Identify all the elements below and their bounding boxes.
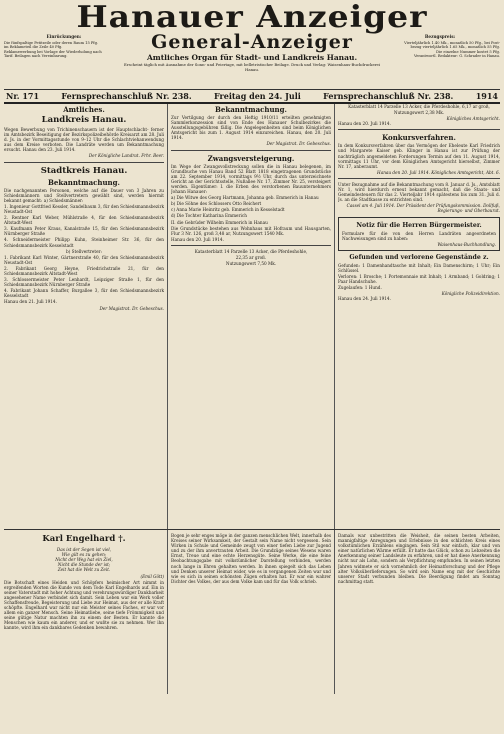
section-heading: Landkreis Hanau. [41, 115, 127, 125]
notice-date: Hanau den 20. Juli 1914. [338, 121, 391, 127]
feuilleton-middle [171, 533, 331, 728]
notice-text: Im Wege der Zwangsvollstreckung sollen die in Hanau belegenen, im Grundbuche von Hanau Band 52 Blatt 1818 eingetragenen Grundstücke am 22. September 1914, vormittags 9½ Uhr, durch das unterzeichnete Gericht an der Gerichtsstelle, Nußallee Nr. 17, Zimmer Nr. 25, versteigert werden. Eigentümer: I. die Erben des verstorbenen Bauunternehmers Johann Hanauer: [171, 163, 331, 195]
poem-signature: (Emil Gött) [140, 574, 164, 580]
nutzungswert: Nutzungswert 2,38 Mk. [393, 110, 445, 116]
notice-text: Zugelaufen: 1 Hund. [338, 285, 382, 291]
issue-number: Nr. 171 [6, 91, 40, 101]
subscription-line: Die einzelne Nummer kostet 5 Pfg. [436, 49, 500, 54]
header-row [4, 31, 500, 90]
ad-rates-line: Die fünfspaltige Petitzeile oder deren Raum 15 Pfg. [4, 40, 99, 45]
list-item: 2. Rentner Karl Weber, Mühlstraße 4, für den Schiedsmannsbezirk Altstadt-West [4, 215, 164, 226]
issue-year: 1914 [475, 91, 498, 101]
ad-rates-line: Tarif. Beilagen nach Vereinbarung. [4, 54, 68, 58]
notice-text: Verloren: 1 Brosche; 1 Portemonnaie mit Inhalt; 1 Armband; 1 Goldring; 1 Paar Handschuhe. [338, 273, 500, 285]
notice-text: Die Grundstücke bestehen aus Wohnhaus mit Hofraum und Hausgarten, Flur 3 Nr. 126, groß 3,48 ar, Nutzungswert 1540 Mk. [171, 225, 331, 236]
subscription-line: Verantwortl. Redakteur: G. Schrader in Hanau. [413, 54, 500, 58]
notice-text: Die nachgenannten Personen, welche auf die Dauer von 3 Jahren zu Schiedsmännern und Stellvertretern gewählt sind, werden hiermit bekannt gemacht: a) Schiedsmänner: [4, 187, 164, 203]
column-right [338, 104, 500, 524]
poem-line: Das ist der Segen ist viel, [56, 547, 112, 552]
kataster-line: Katasterblatt 14 Parzelle 13 Acker, die Pferdeshohle, 6,17 ar groß, [348, 104, 490, 109]
ad-rates-line: Reklamewerbung bei Vorlage der Wiederholung nach [4, 49, 102, 54]
article-title: Karl Engelhard †. [42, 534, 126, 544]
subscription-title: Bezugspreis: [424, 34, 456, 39]
list-item: 1. Fabrikant Karl Winter, Gärtnerstraße 40, für den Schiedsmannsbezirk Neustadt-Ost [4, 254, 164, 265]
subscription-line: bezug vierteljährlich 1.65 Mk., monatlich 55 Pfg. [410, 45, 500, 49]
list-item: 3. Kaufmann Peter Kraus, Kanalstraße 15, für den Schiedsmannsbezirk Nürnberger Straße [4, 226, 164, 237]
notice-text: Formulare für die von den Herren Landräten angeordneten Nachweisungen sind zu haben: [342, 230, 496, 241]
kataster-line: Katasterblatt 14 Parzelle 13 Acker, die Pferdeshohle, [194, 248, 308, 254]
notice-text: Zur Vertilgung der durch den Heftig 1910/11 erteilten genehmigten Sammlerkonzession sind von Ende des Hanauer Schulbezirkes die Ausstellungsgebühren fällig. Die Angelegenheiten sind beim Königlichen Amtsgericht bis zum 1. August 1914 einzureichen. Hanau, den 20. Juli 1914. [171, 115, 331, 141]
notice-text: Unter Bezugnahme auf die Bekanntmachung vom 8. Januar d. Js., Amtsblatt Nr. 1, wird hierdurch erneut bekannt gemacht, daß die Staats- und Gemeindesteuern für das 2. Vierteljahr 1914 spätestens bis zum 31. Juli d. Js. an die Stadtkasse zu entrichten sind. [338, 181, 500, 203]
subscription-box [380, 31, 500, 89]
general-anzeiger-title: General-Anzeiger [151, 31, 353, 53]
poem [4, 547, 164, 572]
dateline [4, 90, 500, 104]
notice-date: Hanau den 24. Juli 1914. [338, 296, 391, 302]
subscription-line: Vierteljährlich 1.40 Mk., monatlich 50 Pfg., bei Post- [404, 40, 500, 45]
poem-line: Nicht der Weg hat ein Ziel, [55, 557, 113, 563]
notice-signature: Königliche Polizeidirektion. [441, 291, 500, 297]
ad-rates-title: Einrückungen: [46, 34, 82, 39]
feuilleton-section [4, 529, 500, 728]
divider [338, 129, 500, 130]
notice-signature: Der Magistrat. Dr. Gebeschus. [99, 305, 164, 311]
newspaper-page [4, 3, 500, 728]
list-item: a) Die Witwe des Georg Hartmann, Johanna geb. Emmerich in Hanau [171, 195, 319, 201]
notice-heading: Zwangsversteigerung. [207, 153, 295, 163]
column-middle [171, 104, 331, 524]
court-signature: Königliches Amtsgericht. [446, 116, 500, 122]
issue-date: Freitag den 24. Juli [213, 91, 301, 101]
notice-text: In dem Konkursverfahren über das Vermögen der Eheleute Karl Friedrich und Margarete Kaiser geb. Klinger in Hanau ist zur Prüfung der nachträglich angemeldeten Forderungen Termin auf den 11. August 1914, vormittags 11 Uhr, vor dem Königlichen Amtsgericht hierselbst, Zimmer Nr. 17, anberaumt. [338, 143, 500, 169]
phone-right: Fernsprechanschluß Nr. 238. [323, 91, 454, 101]
kataster-size: 22,35 ar groß. [235, 254, 267, 260]
section-heading: Stadtkreis Hanau. [40, 165, 128, 176]
list-item: 1. Ingenieur Gottfried Kessler, Sandelbaum 3, für den Schiedsmannsbezirk Neustadt-Ost [4, 203, 164, 214]
feuilleton-left [4, 533, 164, 728]
phone-left: Fernsprechanschluß Nr. 238. [61, 91, 192, 101]
section-heading: Amtliches. [63, 105, 105, 114]
subtitle-block [124, 31, 380, 89]
publication-info: Erscheint täglich mit Ausnahme der Sonn- und Feiertage, mit belletristischer Beilage. Druck und Verlag: Waisenhaus-Buchdruckerei Hanau. [124, 62, 380, 72]
notice-box [338, 217, 500, 251]
list-item: b) Die Söhne des Schlossers Otto Reichert [171, 201, 262, 207]
article-text: Damals war unbestritten die Weisheit, die seinen besten Arbeiten, mannigfaltige Anregungen und Erlebnisse in den schlichten Kreis eines volkstümlichen Erzählens eingingen. Sein Stil war einfach, klar und von einer natürlichen Wärme erfüllt. Er hatte das Glück, schon zu Lebzeiten die Anerkennung seiner Landsleute zu erfahren, und er hat diese Anerkennung nicht nur als Lohn, sondern als Verpflichtung empfunden. In seinen letzten Jahren widmete er sich vornehmlich der Heimatforschung und der Pflege alter Volksüberlieferungen. So wird sein Name eng mit der Geschichte unserer Stadt verbunden bleiben. Die Beerdigung findet am Sonntag nachmittag statt. [338, 533, 500, 584]
article-text: Bogen je sehr enges möge in der ganzen menschlichen Welt, innerhalb des Kreises seiner Wirksamkeit, der Gestalt sein Name nicht vergessen. Sein Wirken in Schule und Gemeinde zeugt von einer tiefen Liebe zur Jugend und zu der ihm anvertrauten Arbeit. Die Grundzüge seines Wesens waren Ernst, Treue und eine echte Herzensgüte. Seine Werke, die eine feine Beobachtungsgabe mit volkstümlicher Darstellung verbinden, werden noch lange in Ehren gehalten werden. In ihnen spiegelt sich das Leben und Denken unserer Heimat wider, wie es in vergangenen Zeiten war und wie es sich in seinen schönsten Zügen erhalten hat. Er war ein wahrer Dichter des Volkes, der aus dem Volke kam und für das Volk schrieb. [171, 533, 331, 584]
list-item: 4. Fabrikant Johann Schaffer, Burgallee 3, für den Schiedsmannsbezirk Kesselstadt [4, 288, 164, 299]
feuilleton-right [338, 533, 500, 728]
notice-heading: Bekanntmachung. [48, 177, 120, 187]
poem-line: Nicht die Stunde der ist; [57, 562, 111, 568]
notice-columns [4, 104, 500, 524]
list-item: c) Anna Marie Heinritz geb. Emmerich in Kesselstadt [171, 207, 285, 213]
notice-text: Wegen Bewerbung von Trichinenschauern ist der Hauptschlacht- ferner im Amtsbezirk Beseitigung der Bezirkspolizeibehörde Kreisarzt am 28. Juli d. Js. in der Vormittagsstunde von 9–12 Uhr die Schlachtviehanwendung aus dem Kreise verboten. Die Landräte werden um Bekanntmachung ersucht. Hanau den 23. Juli 1914. [4, 127, 164, 153]
list-item: 4. Schneidermeister Philipp Kuhn, Steinheimer Str. 36, für den Schiedsmannsbezirk Kesselstadt [4, 237, 164, 248]
list-item: 2. Fabrikant Georg Heyne, Friedrichstraße 21, für den Schiedsmannsbezirk Altstadt-West [4, 265, 164, 276]
list-item: b) Stellvertreter: [66, 248, 102, 254]
column-left [4, 104, 164, 524]
notice-signature: Der Königliche Landrat. Frhr. Beer. [88, 153, 164, 159]
notice-signature: Cassel am 4. Juli 1914. Der Präsident der Prüfungskommission. Dollfuß, Regierungs- und Oberbaurat. [346, 203, 500, 214]
divider [338, 178, 500, 179]
poem-line: Wie gilt es zu gehen; [61, 552, 107, 558]
divider [171, 150, 331, 151]
ad-rates-line: im Reklameteil die Zeile 40 Pfg. [4, 45, 63, 49]
poem-line: Zeit hat die Welt zu Zeit. [57, 567, 111, 573]
notice-heading: Bekanntmachung. [215, 105, 287, 114]
divider [171, 245, 331, 246]
list-item: d) Die Tochter Katharina Emmerich [171, 213, 247, 219]
notice-signature: Der Magistrat. Dr. Gebeschus. [266, 141, 331, 147]
nutzungswert: Nutzungswert 7,50 Mk. [225, 261, 277, 267]
notice-heading: Notiz für die Herren Bürgermeister. [356, 221, 482, 229]
notice-text: Gefunden: 1 Damenhandtasche mit Inhalt; Ein Damenschirm; 1 Uhr; Ein Schlüssel. [338, 262, 500, 273]
notice-heading: Gefunden und verlorene Gegenstände z. [349, 253, 489, 261]
ad-rates-box [4, 31, 124, 89]
masthead: Hanauer Anzeiger [76, 3, 428, 35]
divider [4, 162, 164, 163]
notice-date: Hanau den 21. Juli 1914. [4, 299, 57, 305]
list-item: II. die Gebrüder Wilhelm Emmerich in Hanau [171, 219, 268, 225]
list-item: 3. Schlossermeister Peter Lenhardt, Leipziger Straße 1, für den Schiedsmannsbezirk Nürnberger Straße [4, 277, 164, 288]
notice-heading: Konkursverfahren. [382, 133, 456, 143]
organ-line: Amtliches Organ für Stadt- und Landkreis Hanau. [146, 53, 358, 62]
notice-signature: Waisenhaus-Buchhandlung. [437, 241, 496, 247]
notice-date: Hanau den 20. Juli 1914. [171, 236, 224, 242]
article-text: Die Botschaft eines Heiden und Schöpfers heimischer Art nimmt in ergreifenden Worten die Kunde von dem Tode Karl Engelhards auf. Ein in seiner Vaterstadt mit hoher Achtung und verehrungswürdiger Dankbarkeit angesehener Name verbindet sich damit. Sein Leben war ein Werk voller Schaffensfreude, Begeisterung und Liebe zur Heimat, aus der er alle Kraft schöpfte. Engelhard war nicht nur ein Meister seines Faches, er war vor allem ein ganzer Mensch. Seine Heimatliebe, seine tiefe Frömmigkeit und seine gütige Natur machten ihn zu einem der Besten. Er kannte die Menschen wie kaum ein anderer, und er wußte sie zu nehmen. Wer ihn kannte, wird ihm ein dankbares Gedenken bewahren. [4, 579, 164, 631]
notice-signature: Hanau den 20. Juli 1914. Königliches Amtsgericht, Abt. 6. [377, 169, 500, 175]
